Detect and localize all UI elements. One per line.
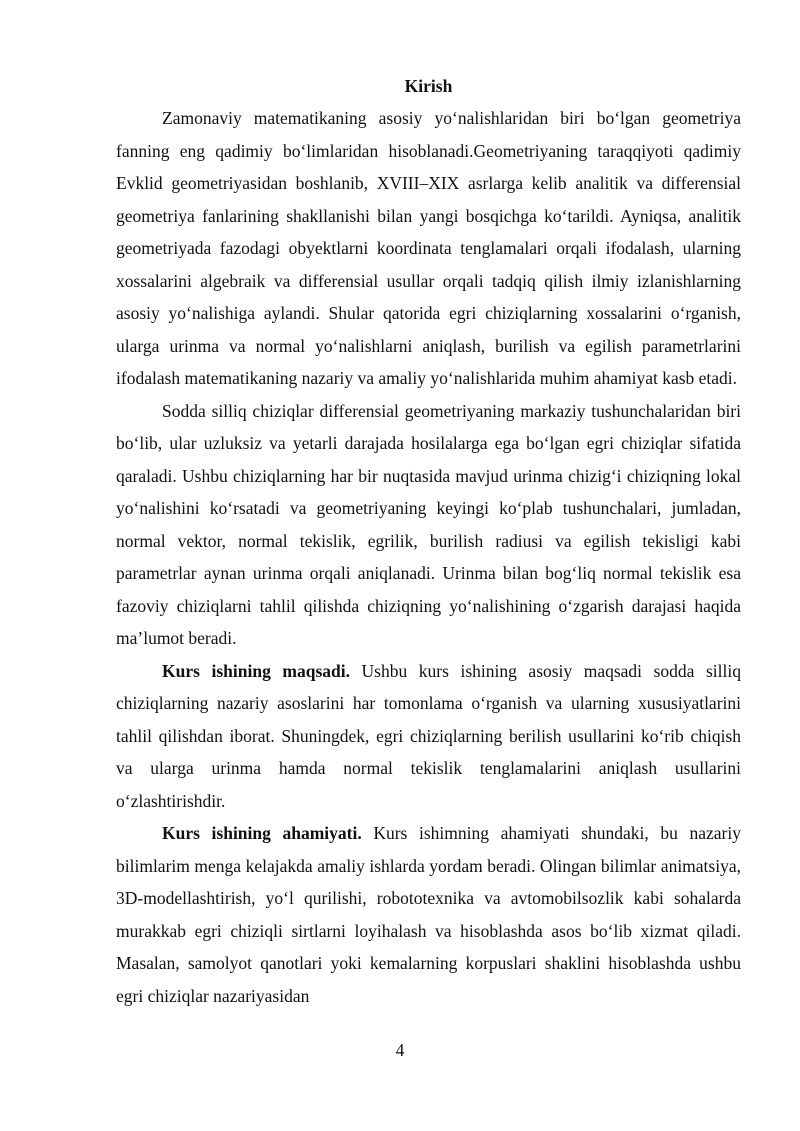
paragraph-intro <box>116 102 741 395</box>
section-title: Kirish <box>404 76 453 96</box>
paragraph-importance-lead: Kurs ishining ahamiyati. <box>162 823 362 843</box>
paragraph-intro-text: Zamonaviy matematikaning asosiy yo‘nalishlaridan biri bo‘lgan geometriya fanning eng qadimiy bo‘limlaridan hisoblanadi.Geometriyaning taraqqiyoti qadimiy Evklid geometriyasidan boshlanib, XVIII–XIX asrlarga kelib analitik va differensial geometriya fanlarining shakllanishi bilan yangi bosqichga ko‘tarildi. Ayniqsa, analitik geometriyada fazodagi obyektlarni koordinata tenglamalari orqali ifodalash, ularning xossalarini algebraik va differensial usullar orqali tadqiq qilish ilmiy izlanishlarning asosiy yo‘nalishiga aylandi. Shular qatorida egri chiziqlarning xossalarini o‘rganish, ularga urinma va normal yo‘nalishlarni aniqlash, burilish va egilish parametrlarini ifodalash matematikaning nazariy va amaliy yo‘nalishlarida muhim ahamiyat kasb etadi. <box>116 108 741 388</box>
paragraph-smooth-curves <box>116 395 741 655</box>
paragraph-importance <box>116 817 741 1012</box>
paragraph-goal <box>116 655 741 818</box>
paragraph-importance-text: Kurs ishimning ahamiyati shundaki, bu nazariy bilimlarim menga kelajakda amaliy ishlarda yordam beradi. Olingan bilimlar animatsiya, 3D-modellashtirish, yo‘l qurilishi, robototexnika va avtomobilsozlik kabi sohalarda murakkab egri chiziqli sirtlarni loyihalash va hisoblashda asos bo‘lib xizmat qiladi. Masalan, samolyot qanotlari yoki kemalarning korpuslari shaklini hisoblashda ushbu egri chiziqlar nazariyasidan <box>116 823 741 1006</box>
paragraph-goal-text: Ushbu kurs ishining asosiy maqsadi sodda silliq chiziqlarning nazariy asoslarini har tomonlama o‘rganish va ularning xususiyatlarini tahlil qilishdan iborat. Shuningdek, egri chiziqlarning berilish usullarini ko‘rib chiqish va ularga urinma hamda normal tekislik tenglamalarini aniqlash usullarini o‘zlashtirishdir. <box>116 660 741 811</box>
page-content <box>116 76 741 1012</box>
page-number: 4 <box>395 1040 405 1060</box>
paragraph-goal-lead: Kurs ishining maqsadi. <box>162 660 350 681</box>
paragraph-smooth-curves-text: Sodda silliq chiziqlar differensial geometriyaning markaziy tushunchalaridan biri bo‘lib, ular uzluksiz va yetarli darajada hosilalarga ega bo‘lgan egri chiziqlar sifatida qaraladi. Ushbu chiziqlarning har bir nuqtasida mavjud urinma chizig‘i chiziqning lokal yo‘nalishini ko‘rsatadi va geometriyaning keyingi ko‘plab tushunchalari, jumladan, normal vektor, normal tekislik, egrilik, burilish radiusi va egilish tekisligi kabi parametrlar aynan urinma orqali aniqlanadi. Urinma bilan bog‘liq normal tekislik esa fazoviy chiziqlarni tahlil qilishda chiziqning yo‘nalishining o‘zgarish darajasi haqida ma’lumot beradi. <box>116 400 741 648</box>
